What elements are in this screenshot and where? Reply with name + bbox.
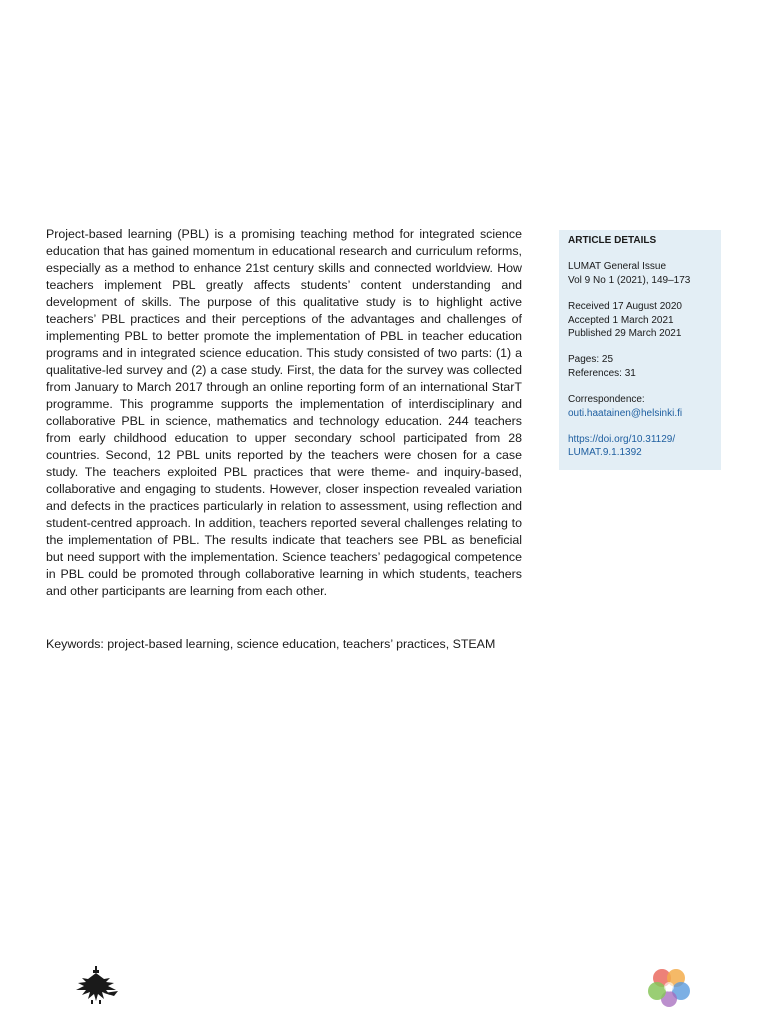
- article-details-heading: ARTICLE DETAILS: [568, 235, 657, 246]
- counts-info: [568, 353, 713, 380]
- correspondence-label: Correspondence:: [568, 394, 645, 406]
- published-date: Published 29 March 2021: [568, 328, 682, 340]
- journal-info: [568, 260, 713, 287]
- abstract-text: Project-based learning (PBL) is a promising teaching method for integrated science education that has gained momentum in educational research and curriculum reforms, especially as a method to enhance 21st century skills and connected worldview. How teachers implement PBL greatly affects students’ content understanding and development of skills. The purpose of this qualitative study is to highlight active teachers’ PBL practices and their perceptions of the advantages and challenges of implementing PBL to better promote the implementation of PBL in teacher education programs and in integrated science education. This study consisted of two parts: (1) a qualitative-led survey and (2) a case study. First, the data for the survey was collected from January to March 2017 through an online reporting form of an international StarT programme. This programme supports the implementation of interdisciplinary and collaborative PBL in science, mathematics and technology education. 244 teachers from early childhood education to upper secondary school participated from 28 countries. Second, 12 PBL units reported by the teachers were chosen for a case study. The teachers exploited PBL practices that were theme- and inquiry-based, collaborative and engaging to students. However, closer inspection revealed variation and defects in the practices particularly in relation to assessment, using reflection and student-centred approach. In addition, teachers reported several challenges relating to the implementation of PBL. The results indicate that teachers see PBL as beneficial but need support with the implementation. Science teachers’ pedagogical competence in PBL could be promoted through collaborative learning in which students, teachers and other participants are learning from each other.: [46, 227, 522, 598]
- dates-info: [568, 300, 713, 340]
- pages-count: Pages: 25: [568, 354, 614, 366]
- lumat-flower-logo-icon: [646, 966, 692, 1008]
- journal-name: LUMAT General Issue: [568, 261, 667, 273]
- correspondence-info: [568, 393, 713, 420]
- doi-link-continued[interactable]: LUMAT.9.1.1392: [568, 447, 642, 459]
- accepted-date: Accepted 1 March 2021: [568, 314, 674, 326]
- doi-link[interactable]: https://doi.org/10.31129/: [568, 434, 676, 446]
- received-date: Received 17 August 2020: [568, 301, 682, 313]
- correspondence-email-link[interactable]: outi.haatainen@helsinki.fi: [568, 407, 683, 419]
- references-count: References: 31: [568, 367, 636, 379]
- keywords: Keywords: project-based learning, science education, teachers’ practices, STEAM: [46, 637, 496, 651]
- doi-info: [568, 433, 713, 460]
- journal-volume: Vol 9 No 1 (2021), 149–173: [568, 274, 691, 286]
- article-details-box: [559, 230, 721, 470]
- university-of-helsinki-logo-icon: [74, 965, 120, 1007]
